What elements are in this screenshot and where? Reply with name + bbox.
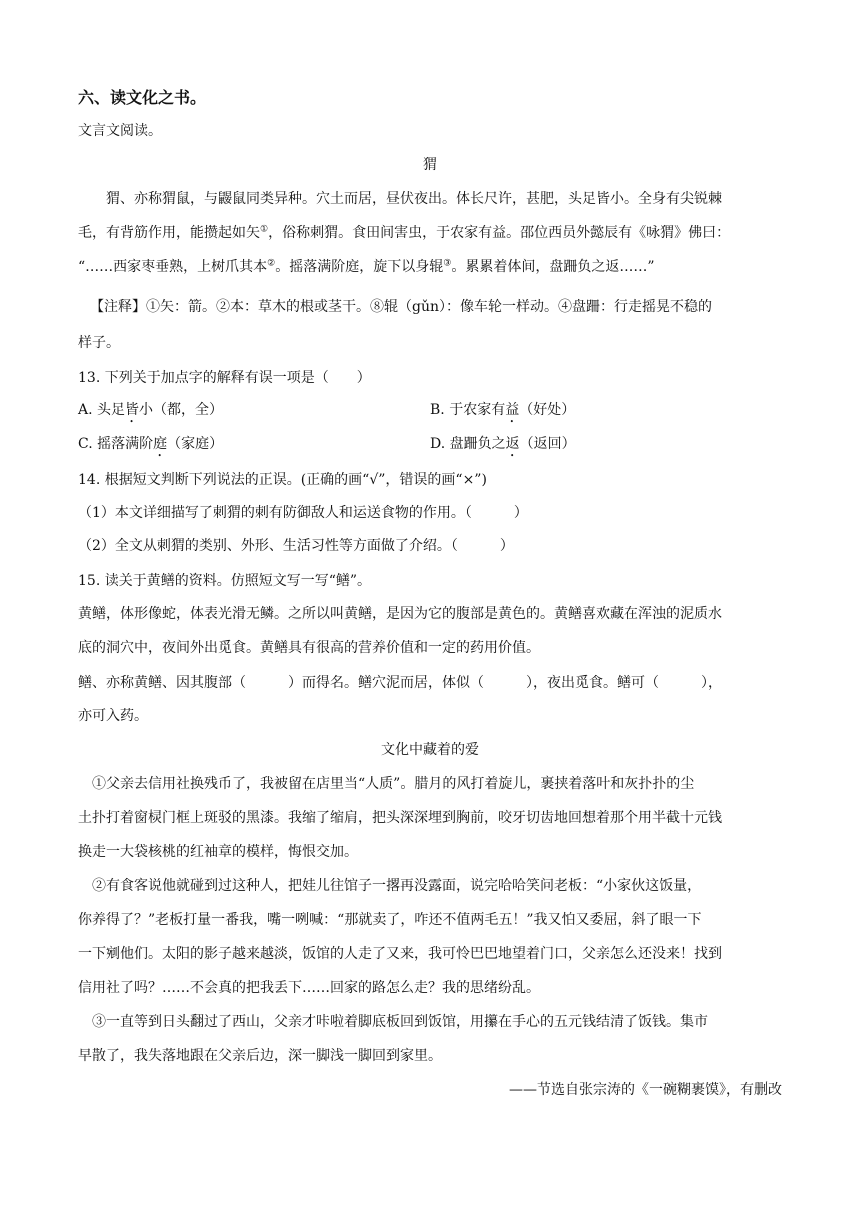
passage2-line: 早散了，我失落地跟在父亲后边，深一脚浅一脚回到家里。 (78, 1048, 442, 1064)
passage2-line: 换走一大袋核桃的红袖章的模样，悔恨交加。 (78, 844, 358, 860)
material-line: 底的洞穴中，夜间外出觅食。黄鳝具有很高的营养价值和一定的药用价值。 (78, 640, 540, 656)
passage1-title: 猬 (423, 157, 437, 173)
material-line: 黄鳝，体形像蛇，体表光滑无鳞。之所以叫黄鳝，是因为它的腹部是黄色的。黄鳝喜欢藏在浑浊的泥质水 (78, 606, 722, 622)
section-subheading: 文言文阅读。 (78, 123, 162, 139)
text-span: ，俗称刺猬。食田间害虫，于农家有益。邵位西员外懿辰有《咏猬》佛曰： (268, 225, 731, 241)
text-span: （好处） (519, 402, 576, 418)
dotted-char: 益 (505, 402, 520, 418)
footnote-marker: ② (267, 258, 276, 269)
text-span: C. 摇落满阶 (78, 436, 154, 452)
question-14-item: （1）本文详细描写了刺猬的刺有防御敌人和运送食物的作用。（ ） (78, 505, 528, 521)
question-14-item: （2）全文从刺猬的类别、外形、生活习性等方面做了介绍。（ ） (78, 538, 514, 554)
text-span: 。累累着体间，盘跚负之返……” (451, 259, 655, 275)
question-13-stem: 13. 下列关于加点字的解释有误一项是（ ） (78, 370, 371, 386)
text-span: 。摇落满阶庭，旋下以身辊 (275, 259, 444, 275)
writing-prompt-line: 亦可入药。 (78, 708, 148, 724)
section-heading: 六、读文化之书。 (78, 88, 207, 107)
writing-prompt-line: 鳝、亦称黄鳝、因其腹部（ ）而得名。鳝穴泥而居，体似（ ），夜出觅食。鳝可（ ）， (78, 675, 722, 691)
passage2-line: ②有食客说他就碰到过这种人，把娃儿往馆子一撂再没露面，说完哈哈笑问老板：“小家伙这饭量， (92, 878, 702, 894)
passage2-line: 一下剜他们。太阳的影子越来越淡，饭馆的人走了又来，我可怜巴巴地望着门口，父亲怎么还没来！找到 (78, 946, 722, 962)
footnote-marker: ③ (443, 258, 452, 269)
annotation-line: 【注释】①矢：箭。②本：草木的根或茎干。⑧辊（gǔn）：像车轮一样动。④盘跚：行走摇晃不稳的 (90, 299, 712, 315)
annotation-line: 样子。 (78, 335, 120, 351)
text-span: 毛，有背筋作用，能攒起如矢 (78, 225, 260, 241)
question-14-stem: 14. 根据短文判断下列说法的正误。(正确的画“√”，错误的画“×”) (78, 472, 487, 488)
option-b (430, 400, 575, 426)
passage1-line (78, 257, 655, 277)
option-a (78, 400, 223, 426)
option-d (430, 434, 576, 460)
passage1-line (78, 223, 730, 243)
passage2-line: ③一直等到日头翻过了西山，父亲才咔啦着脚底板回到饭馆，用攥在手心的五元钱结清了饭钱。集市 (92, 1014, 708, 1030)
text-span: D. 盘跚负之 (430, 436, 506, 452)
passage2-source: ——节选自张宗涛的《一碗糊裹馍》，有删改 (509, 1082, 782, 1098)
passage1-line: 猬、亦称猬鼠，与鼹鼠同类异种。穴土而居，昼伏夜出。体长尺许，甚肥，头足皆小。全身有尖锐棘 (106, 191, 722, 207)
option-c (78, 434, 223, 460)
passage2-title: 文化中藏着的爱 (381, 742, 479, 758)
text-span: （家庭） (167, 436, 224, 452)
text-span: 小（都，全） (139, 402, 224, 418)
dotted-char: 返 (505, 436, 520, 452)
text-span: B. 于农家有 (430, 402, 506, 418)
text-span: “……西家枣垂熟，上树爪其本 (78, 259, 268, 275)
dotted-char: 庭 (153, 436, 168, 452)
passage2-line: 你养得了？”老板打量一番我，嘴一咧喊：“那就卖了，咋还不值两毛五！”我又怕又委屈，斜了眼一下 (78, 912, 702, 928)
footnote-marker: ① (260, 224, 269, 235)
passage2-line: 土扑打着窗棂门框上斑驳的黑漆。我缩了缩肩，把头深深埋到胸前，咬牙切齿地回想着那个用半截十元钱 (78, 810, 722, 826)
dotted-char: 皆 (125, 402, 140, 418)
text-span: A. 头足 (78, 402, 126, 418)
question-15-stem: 15. 读关于黄鳝的资料。仿照短文写一写“鳝”。 (78, 573, 372, 589)
passage2-line: 信用社了吗？……不会真的把我丢下……回家的路怎么走？我的思绪纷乱。 (78, 980, 540, 996)
text-span: （返回） (519, 436, 576, 452)
passage2-line: ①父亲去信用社换残币了，我被留在店里当“人质”。腊月的风打着旋儿，裹挟着落叶和灰扑扑的尘 (92, 776, 695, 792)
